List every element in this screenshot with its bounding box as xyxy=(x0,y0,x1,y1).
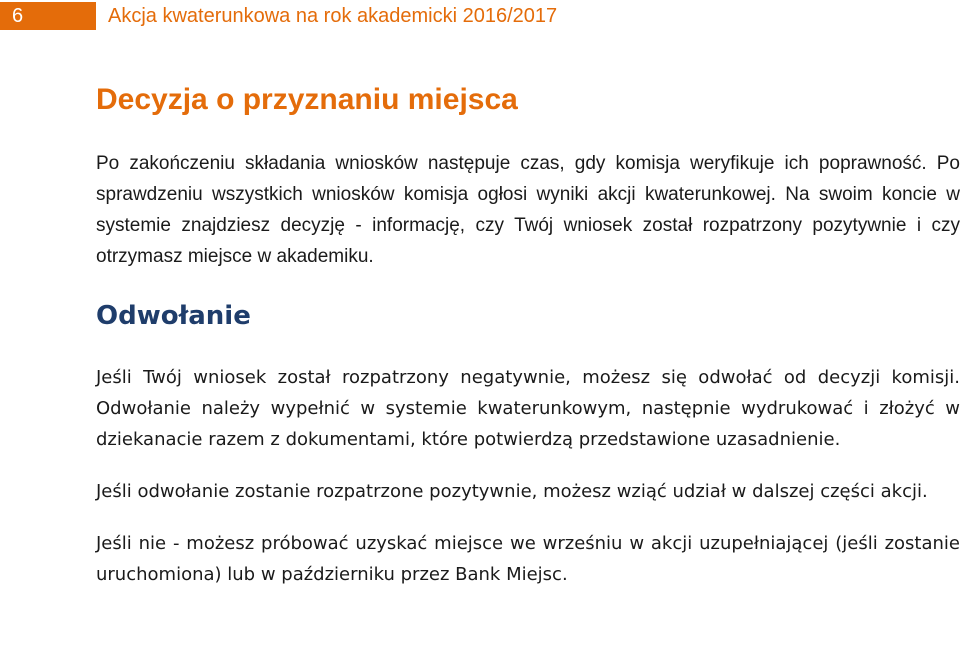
appeal-paragraph-2: Jeśli odwołanie zostanie rozpatrzone pozytywnie, możesz wziąć udział w dalszej części akcji. xyxy=(96,481,928,502)
appeal-paragraph-3: Jeśli nie - możesz próbować uzyskać miejsce we wrześniu w akcji uzupełniającej (jeśli zostanie uruchomiona) lub w październiku przez Bank Miejsc. xyxy=(96,533,960,585)
page-header xyxy=(0,0,960,34)
running-title: Akcja kwaterunkowa na rok akademicki 2016/2017 xyxy=(108,5,558,27)
section-paragraph: Po zakończeniu składania wniosków następuje czas, gdy komisja weryfikuje ich poprawność. Po sprawdzeniu wszystkich wniosków komisja ogłosi wyniki akcji kwaterunkowej. Na swoim koncie w systemie znajdziesz decyzję - informację, czy Twój wniosek został rozpatrzony pozytywnie i czy otrzymasz miejsce w akademiku. xyxy=(96,153,960,267)
page-number: 6 xyxy=(0,2,96,30)
subsection-title: Odwołanie xyxy=(96,301,251,331)
section-title: Decyzja o przyznaniu miejsca xyxy=(96,83,518,116)
appeal-paragraph-1: Jeśli Twój wniosek został rozpatrzony negatywnie, możesz się odwołać od decyzji komisji. Odwołanie należy wypełnić w systemie kwaterunkowym, następnie wydrukować i złożyć w dziekanacie razem z dokumentami, które potwierdzą przedstawione uzasadnienie. xyxy=(96,367,960,450)
page-content xyxy=(96,78,960,590)
